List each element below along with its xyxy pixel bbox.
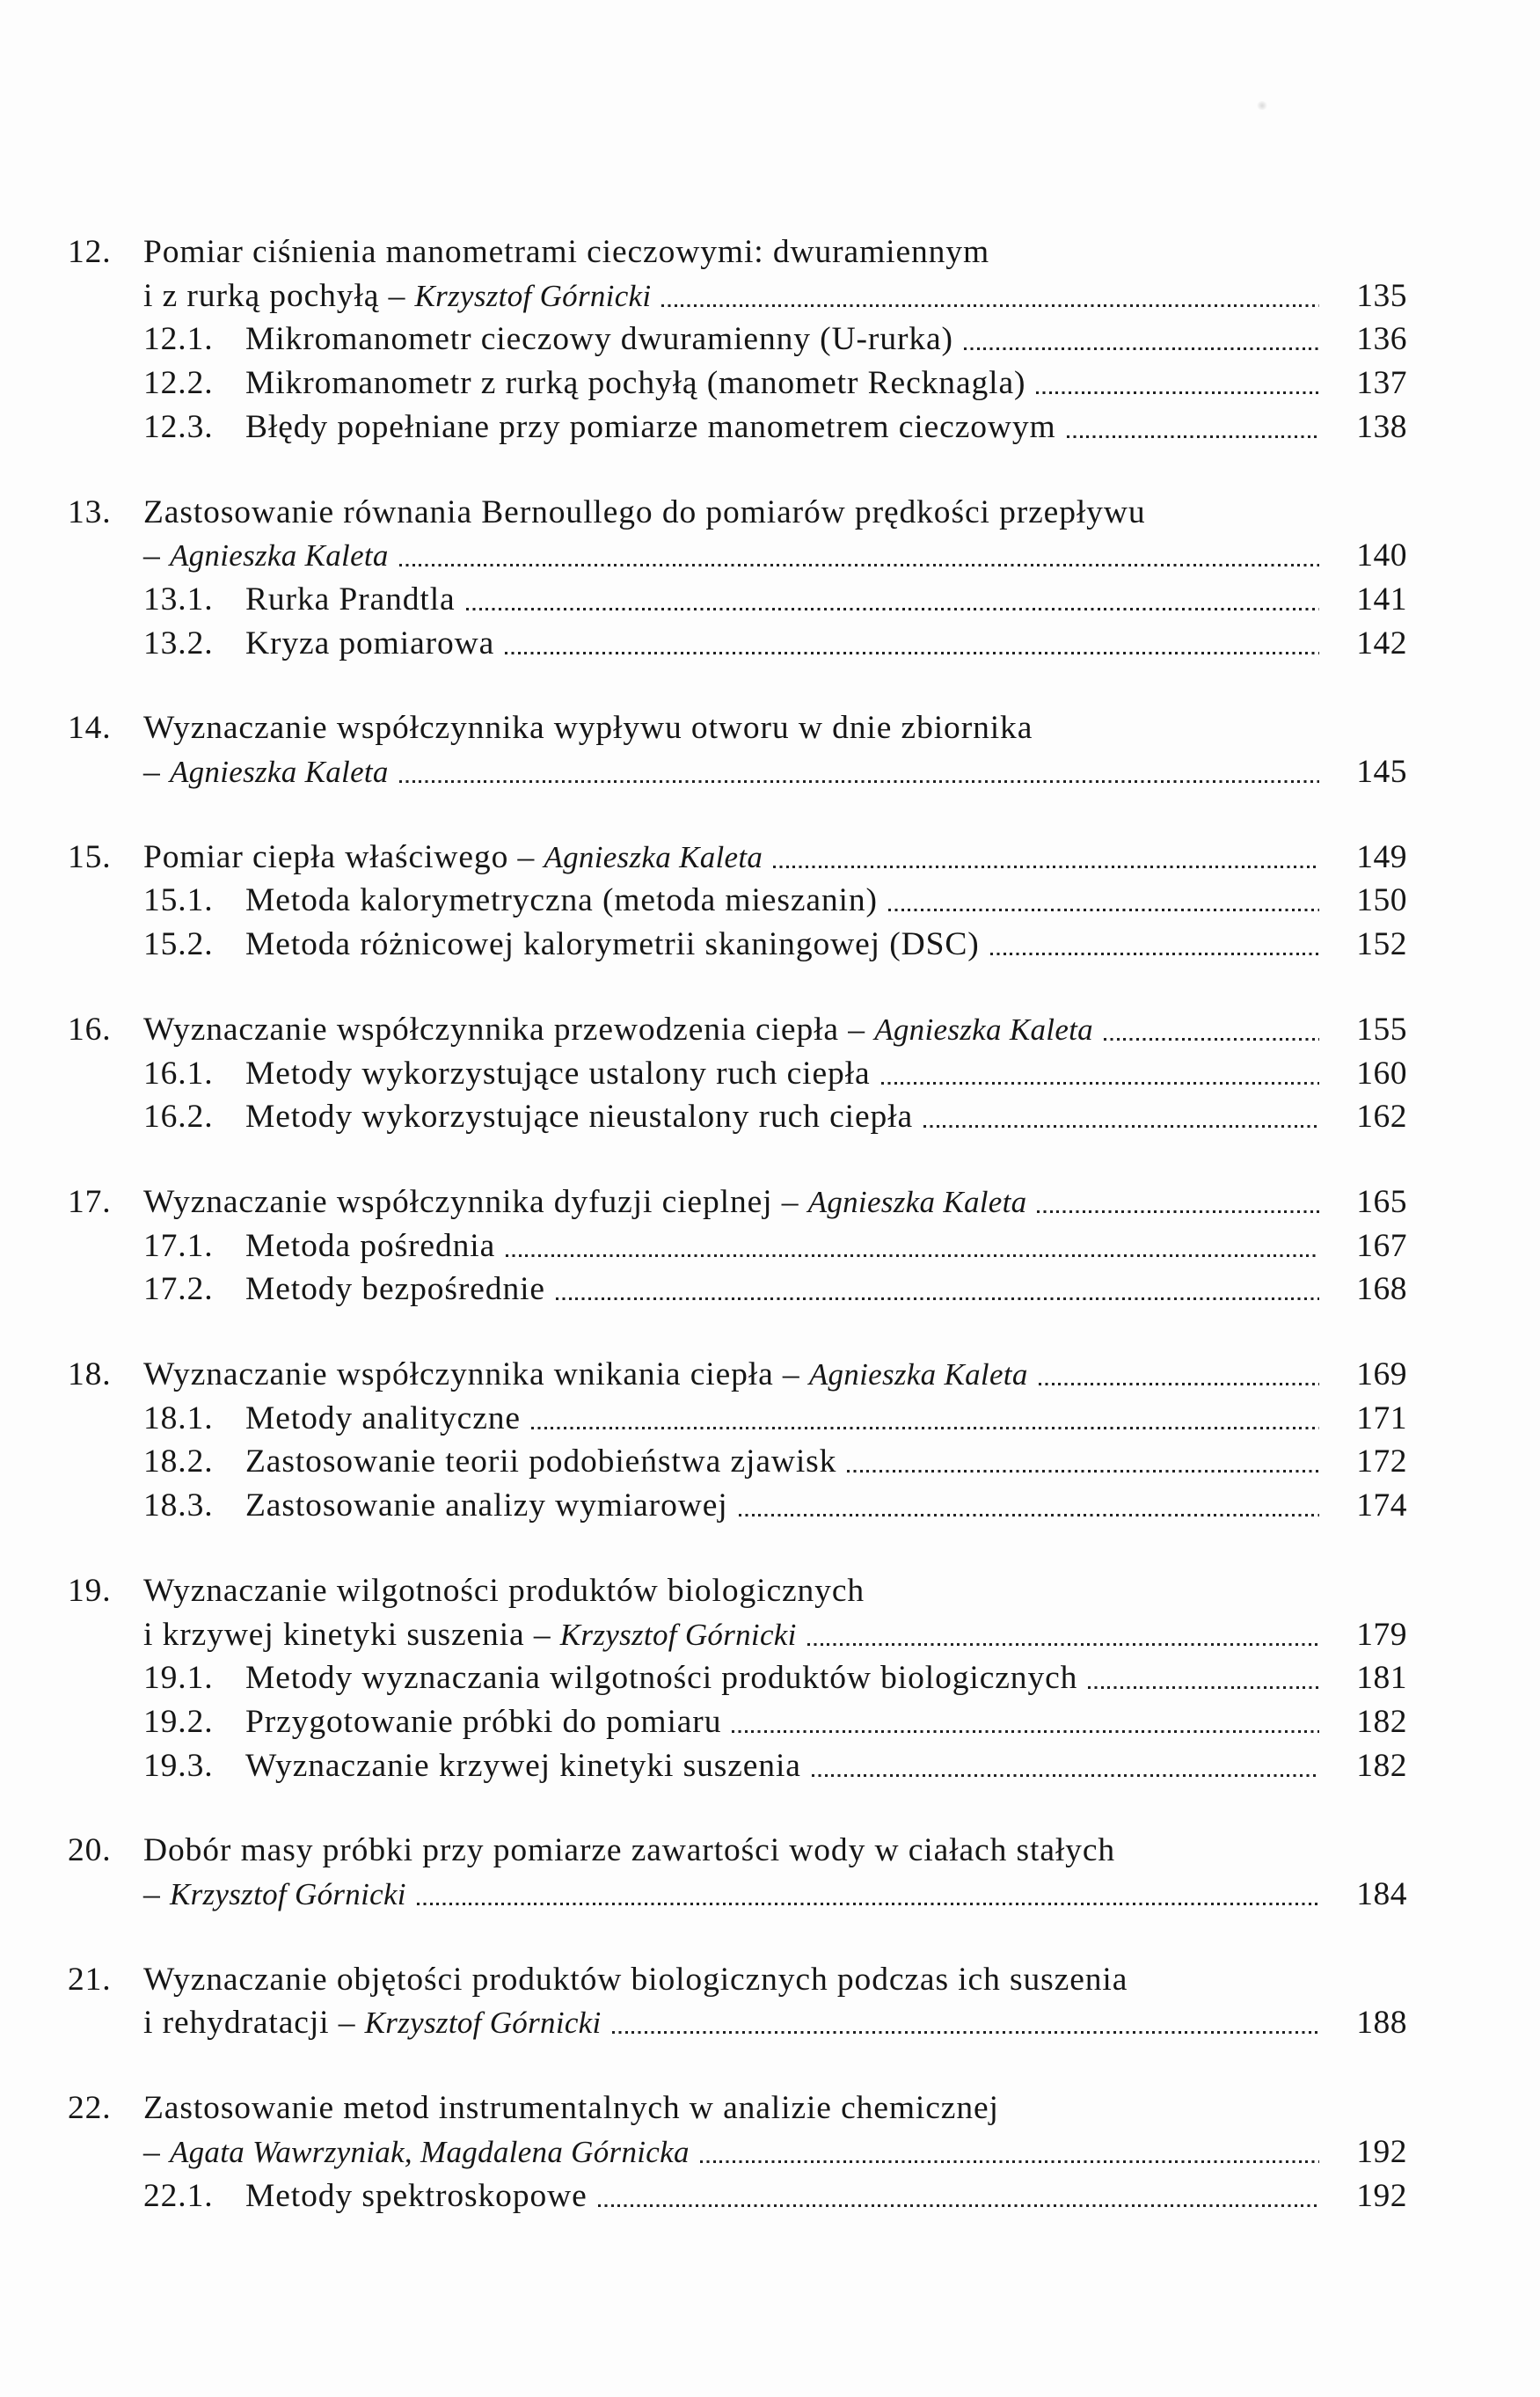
section-title: Mikromanometr cieczowy dwuramienny (U-rurka) bbox=[245, 321, 953, 357]
section-number: 12.3. bbox=[143, 409, 214, 445]
page-number: 184 bbox=[1356, 1876, 1407, 1912]
chapter-author: Agnieszka Kaleta bbox=[544, 840, 763, 874]
page-number: 136 bbox=[1356, 321, 1407, 357]
page-number: 168 bbox=[1356, 1271, 1407, 1307]
toc-chapter-line[interactable] bbox=[0, 534, 1540, 578]
chapter-title bbox=[143, 706, 1033, 750]
toc-section-line[interactable] bbox=[0, 1397, 1540, 1441]
chapter-title bbox=[143, 1353, 1028, 1397]
section-number: 16.2. bbox=[143, 1099, 214, 1135]
page-number: 188 bbox=[1356, 2005, 1407, 2041]
section-title: Rurka Prandtla bbox=[245, 581, 456, 618]
toc-chapter-line[interactable] bbox=[0, 230, 1540, 274]
chapter-title bbox=[143, 230, 989, 274]
dot-leader bbox=[700, 2130, 1319, 2174]
page-number: 160 bbox=[1356, 1056, 1407, 1092]
section-number: 12.1. bbox=[143, 321, 214, 357]
chapter-title bbox=[143, 1180, 1026, 1224]
chapter-title-text: – bbox=[143, 537, 170, 574]
chapter-author: Agnieszka Kaleta bbox=[169, 755, 389, 789]
page-number: 179 bbox=[1356, 1617, 1407, 1653]
page-number: 140 bbox=[1356, 537, 1407, 574]
chapter-number: 14. bbox=[68, 710, 112, 746]
page-number: 150 bbox=[1356, 882, 1407, 918]
chapter-title-text: i z rurką pochyłą – bbox=[143, 278, 415, 314]
chapter-title bbox=[143, 1569, 865, 1613]
chapter-author: Agnieszka Kaleta bbox=[874, 1012, 1093, 1047]
section-title: Zastosowanie teorii podobieństwa zjawisk bbox=[245, 1443, 837, 1480]
chapter-author: Krzysztof Górnicki bbox=[559, 1618, 797, 1652]
page-number: 145 bbox=[1356, 754, 1407, 790]
toc-section-line[interactable] bbox=[0, 923, 1540, 967]
toc-chapter-line[interactable] bbox=[0, 1958, 1540, 2002]
chapter-number: 13. bbox=[68, 494, 112, 530]
page-number: 192 bbox=[1356, 2134, 1407, 2170]
page-number: 162 bbox=[1356, 1099, 1407, 1135]
dot-leader bbox=[598, 2174, 1319, 2218]
section-number: 15.1. bbox=[143, 882, 214, 918]
chapter-title bbox=[143, 1613, 797, 1657]
dot-leader bbox=[466, 578, 1319, 622]
chapter-title bbox=[143, 2001, 602, 2045]
section-title: Metoda pośrednia bbox=[245, 1228, 496, 1264]
dot-leader bbox=[505, 622, 1319, 666]
toc-chapter-line[interactable] bbox=[0, 2086, 1540, 2130]
page-number: 138 bbox=[1356, 409, 1407, 445]
section-title: Przygotowanie próbki do pomiaru bbox=[245, 1704, 722, 1740]
dot-leader bbox=[881, 1052, 1319, 1096]
toc-chapter-line[interactable] bbox=[0, 1569, 1540, 1613]
chapter-author: Agnieszka Kaleta bbox=[169, 538, 389, 573]
toc-section-line[interactable] bbox=[0, 362, 1540, 406]
dot-leader bbox=[812, 1744, 1319, 1788]
toc-chapter-line[interactable] bbox=[0, 491, 1540, 535]
section-title: Metody bezpośrednie bbox=[245, 1271, 545, 1307]
dot-leader bbox=[990, 923, 1319, 967]
page-number: 141 bbox=[1356, 581, 1407, 618]
chapter-number: 15. bbox=[68, 839, 112, 875]
toc-chapter-line[interactable] bbox=[0, 1008, 1540, 1052]
page-number: 135 bbox=[1356, 278, 1407, 314]
toc-chapter-line[interactable] bbox=[0, 706, 1540, 750]
toc-section-line[interactable] bbox=[0, 1224, 1540, 1268]
dot-leader bbox=[847, 1440, 1319, 1484]
section-number: 13.1. bbox=[143, 581, 214, 618]
chapter-title bbox=[143, 1958, 1128, 2002]
page-number: 172 bbox=[1356, 1443, 1407, 1480]
chapter-number: 12. bbox=[68, 234, 112, 270]
section-title: Metoda różnicowej kalorymetrii skaningowej (DSC) bbox=[245, 926, 980, 962]
dot-leader bbox=[807, 1613, 1319, 1657]
dot-leader bbox=[531, 1397, 1319, 1441]
section-number: 15.2. bbox=[143, 926, 214, 962]
chapter-author: Agnieszka Kaleta bbox=[808, 1357, 1028, 1392]
dot-leader bbox=[1037, 1180, 1319, 1224]
chapter-title-text: Wyznaczanie współczynnika dyfuzji cieplnej – bbox=[143, 1184, 808, 1220]
dot-leader bbox=[1036, 362, 1319, 406]
chapter-title-text: i rehydratacji – bbox=[143, 2005, 365, 2041]
chapter-title-text: Wyznaczanie objętości produktów biologicznych podczas ich suszenia bbox=[143, 1962, 1128, 1998]
page-number: 152 bbox=[1356, 926, 1407, 962]
toc-section-line[interactable] bbox=[0, 1484, 1540, 1528]
toc-section-line[interactable] bbox=[0, 406, 1540, 449]
chapter-title-text: Wyznaczanie współczynnika przewodzenia ciepła – bbox=[143, 1012, 875, 1048]
chapter-number: 22. bbox=[68, 2090, 112, 2126]
section-number: 12.2. bbox=[143, 365, 214, 401]
toc-chapter-line[interactable] bbox=[0, 1873, 1540, 1917]
chapter-title bbox=[143, 491, 1145, 535]
chapter-number: 19. bbox=[68, 1573, 112, 1609]
toc-section-line[interactable] bbox=[0, 622, 1540, 666]
section-number: 18.1. bbox=[143, 1400, 214, 1436]
page-number: 182 bbox=[1356, 1748, 1407, 1784]
chapter-title-text: – bbox=[143, 1876, 170, 1912]
chapter-title-text: Wyznaczanie wilgotności produktów biologicznych bbox=[143, 1573, 865, 1609]
chapter-number: 21. bbox=[68, 1962, 112, 1998]
dot-leader bbox=[661, 274, 1319, 318]
toc-chapter-line[interactable] bbox=[0, 2130, 1540, 2174]
section-number: 13.2. bbox=[143, 625, 214, 661]
section-number: 17.2. bbox=[143, 1271, 214, 1307]
dot-leader bbox=[739, 1484, 1319, 1528]
section-title: Metoda kalorymetryczna (metoda mieszanin) bbox=[245, 882, 878, 918]
chapter-title bbox=[143, 1008, 1093, 1052]
section-title: Mikromanometr z rurką pochyłą (manometr Recknagla) bbox=[245, 365, 1026, 401]
toc-chapter-line[interactable] bbox=[0, 1613, 1540, 1657]
toc-section-line[interactable] bbox=[0, 1700, 1540, 1744]
toc-section-line[interactable] bbox=[0, 578, 1540, 622]
section-title: Wyznaczanie krzywej kinetyki suszenia bbox=[245, 1748, 801, 1784]
chapter-title bbox=[143, 1873, 406, 1917]
dot-leader bbox=[556, 1268, 1319, 1312]
toc-section-line[interactable] bbox=[0, 1744, 1540, 1788]
chapter-title-text: – bbox=[143, 2134, 170, 2170]
chapter-title bbox=[143, 750, 389, 794]
dot-leader bbox=[923, 1095, 1319, 1139]
dot-leader bbox=[399, 534, 1319, 578]
section-title: Metody wykorzystujące nieustalony ruch ciepła bbox=[245, 1099, 914, 1135]
dot-leader bbox=[1067, 406, 1319, 449]
chapter-number: 17. bbox=[68, 1184, 112, 1220]
chapter-title-text: i krzywej kinetyki suszenia – bbox=[143, 1617, 560, 1653]
section-number: 19.3. bbox=[143, 1748, 214, 1784]
chapter-title-text: Pomiar ciśnienia manometrami cieczowymi: dwuramiennym bbox=[143, 234, 990, 270]
section-title: Kryza pomiarowa bbox=[245, 625, 495, 661]
toc-section-line[interactable] bbox=[0, 1440, 1540, 1484]
chapter-title bbox=[143, 836, 763, 880]
toc-section-line[interactable] bbox=[0, 1656, 1540, 1700]
section-title: Metody wykorzystujące ustalony ruch ciepła bbox=[245, 1056, 871, 1092]
section-number: 22.1. bbox=[143, 2178, 214, 2214]
section-title: Metody wyznaczania wilgotności produktów biologicznych bbox=[245, 1660, 1078, 1696]
toc-chapter-line[interactable] bbox=[0, 1829, 1540, 1873]
dot-leader bbox=[1104, 1008, 1319, 1052]
page-number: 142 bbox=[1356, 625, 1407, 661]
chapter-title bbox=[143, 534, 389, 578]
section-title: Błędy popełniane przy pomiarze manometrem cieczowym bbox=[245, 409, 1056, 445]
chapter-title bbox=[143, 274, 651, 318]
toc-chapter-line[interactable] bbox=[0, 836, 1540, 880]
chapter-author: Agata Wawrzyniak, Magdalena Górnicka bbox=[169, 2135, 690, 2169]
chapter-title-text: Zastosowanie równania Bernoullego do pomiarów prędkości przepływu bbox=[143, 494, 1146, 530]
dot-leader bbox=[612, 2001, 1319, 2045]
section-number: 18.2. bbox=[143, 1443, 214, 1480]
dot-leader bbox=[888, 879, 1319, 923]
toc-section-line[interactable] bbox=[0, 2174, 1540, 2218]
page-number: 155 bbox=[1356, 1012, 1407, 1048]
chapter-number: 20. bbox=[68, 1832, 112, 1868]
toc-chapter-line[interactable] bbox=[0, 2001, 1540, 2045]
dot-leader bbox=[964, 318, 1319, 362]
page-number: 169 bbox=[1356, 1356, 1407, 1392]
chapter-title-text: Wyznaczanie współczynnika wypływu otworu w dnie zbiornika bbox=[143, 710, 1033, 746]
chapter-title-text: Pomiar ciepła właściwego – bbox=[143, 839, 544, 875]
dot-leader bbox=[1088, 1656, 1319, 1700]
section-title: Metody analityczne bbox=[245, 1400, 521, 1436]
toc-section-line[interactable] bbox=[0, 1268, 1540, 1312]
chapter-title bbox=[143, 2086, 999, 2130]
chapter-title-text: Wyznaczanie współczynnika wnikania ciepła – bbox=[143, 1356, 809, 1392]
section-number: 16.1. bbox=[143, 1056, 214, 1092]
dot-leader bbox=[417, 1873, 1319, 1917]
section-number: 19.1. bbox=[143, 1660, 214, 1696]
section-number: 18.3. bbox=[143, 1487, 214, 1524]
toc-chapter-line[interactable] bbox=[0, 274, 1540, 318]
dot-leader bbox=[773, 836, 1319, 880]
toc-section-line[interactable] bbox=[0, 1095, 1540, 1139]
scan-speck bbox=[1256, 101, 1268, 110]
page-number: 137 bbox=[1356, 365, 1407, 401]
page-number: 149 bbox=[1356, 839, 1407, 875]
page-number: 182 bbox=[1356, 1704, 1407, 1740]
toc-chapter-line[interactable] bbox=[0, 1353, 1540, 1397]
section-title: Metody spektroskopowe bbox=[245, 2178, 588, 2214]
section-number: 17.1. bbox=[143, 1228, 214, 1264]
dot-leader bbox=[399, 750, 1319, 794]
toc-section-line[interactable] bbox=[0, 879, 1540, 923]
dot-leader bbox=[1039, 1353, 1319, 1397]
dot-leader bbox=[506, 1224, 1319, 1268]
chapter-title bbox=[143, 1829, 1115, 1873]
chapter-author: Krzysztof Górnicki bbox=[169, 1877, 406, 1911]
page-number: 167 bbox=[1356, 1228, 1407, 1264]
chapter-title bbox=[143, 2130, 690, 2174]
chapter-author: Krzysztof Górnicki bbox=[414, 279, 652, 313]
toc-chapter-line[interactable] bbox=[0, 750, 1540, 794]
chapter-number: 18. bbox=[68, 1356, 112, 1392]
toc-section-line[interactable] bbox=[0, 318, 1540, 362]
dot-leader bbox=[732, 1700, 1319, 1744]
page-number: 192 bbox=[1356, 2178, 1407, 2214]
section-title: Zastosowanie analizy wymiarowej bbox=[245, 1487, 728, 1524]
chapter-number: 16. bbox=[68, 1012, 112, 1048]
page-number: 171 bbox=[1356, 1400, 1407, 1436]
section-number: 19.2. bbox=[143, 1704, 214, 1740]
page-number: 174 bbox=[1356, 1487, 1407, 1524]
toc-chapter-line[interactable] bbox=[0, 1180, 1540, 1224]
page-number: 165 bbox=[1356, 1184, 1407, 1220]
page-number: 181 bbox=[1356, 1660, 1407, 1696]
chapter-title-text: – bbox=[143, 754, 170, 790]
chapter-author: Krzysztof Górnicki bbox=[364, 2006, 602, 2040]
chapter-title-text: Dobór masy próbki przy pomiarze zawartości wody w ciałach stałych bbox=[143, 1832, 1116, 1868]
toc-section-line[interactable] bbox=[0, 1052, 1540, 1096]
chapter-title-text: Zastosowanie metod instrumentalnych w analizie chemicznej bbox=[143, 2090, 999, 2126]
chapter-author: Agnieszka Kaleta bbox=[807, 1185, 1027, 1219]
